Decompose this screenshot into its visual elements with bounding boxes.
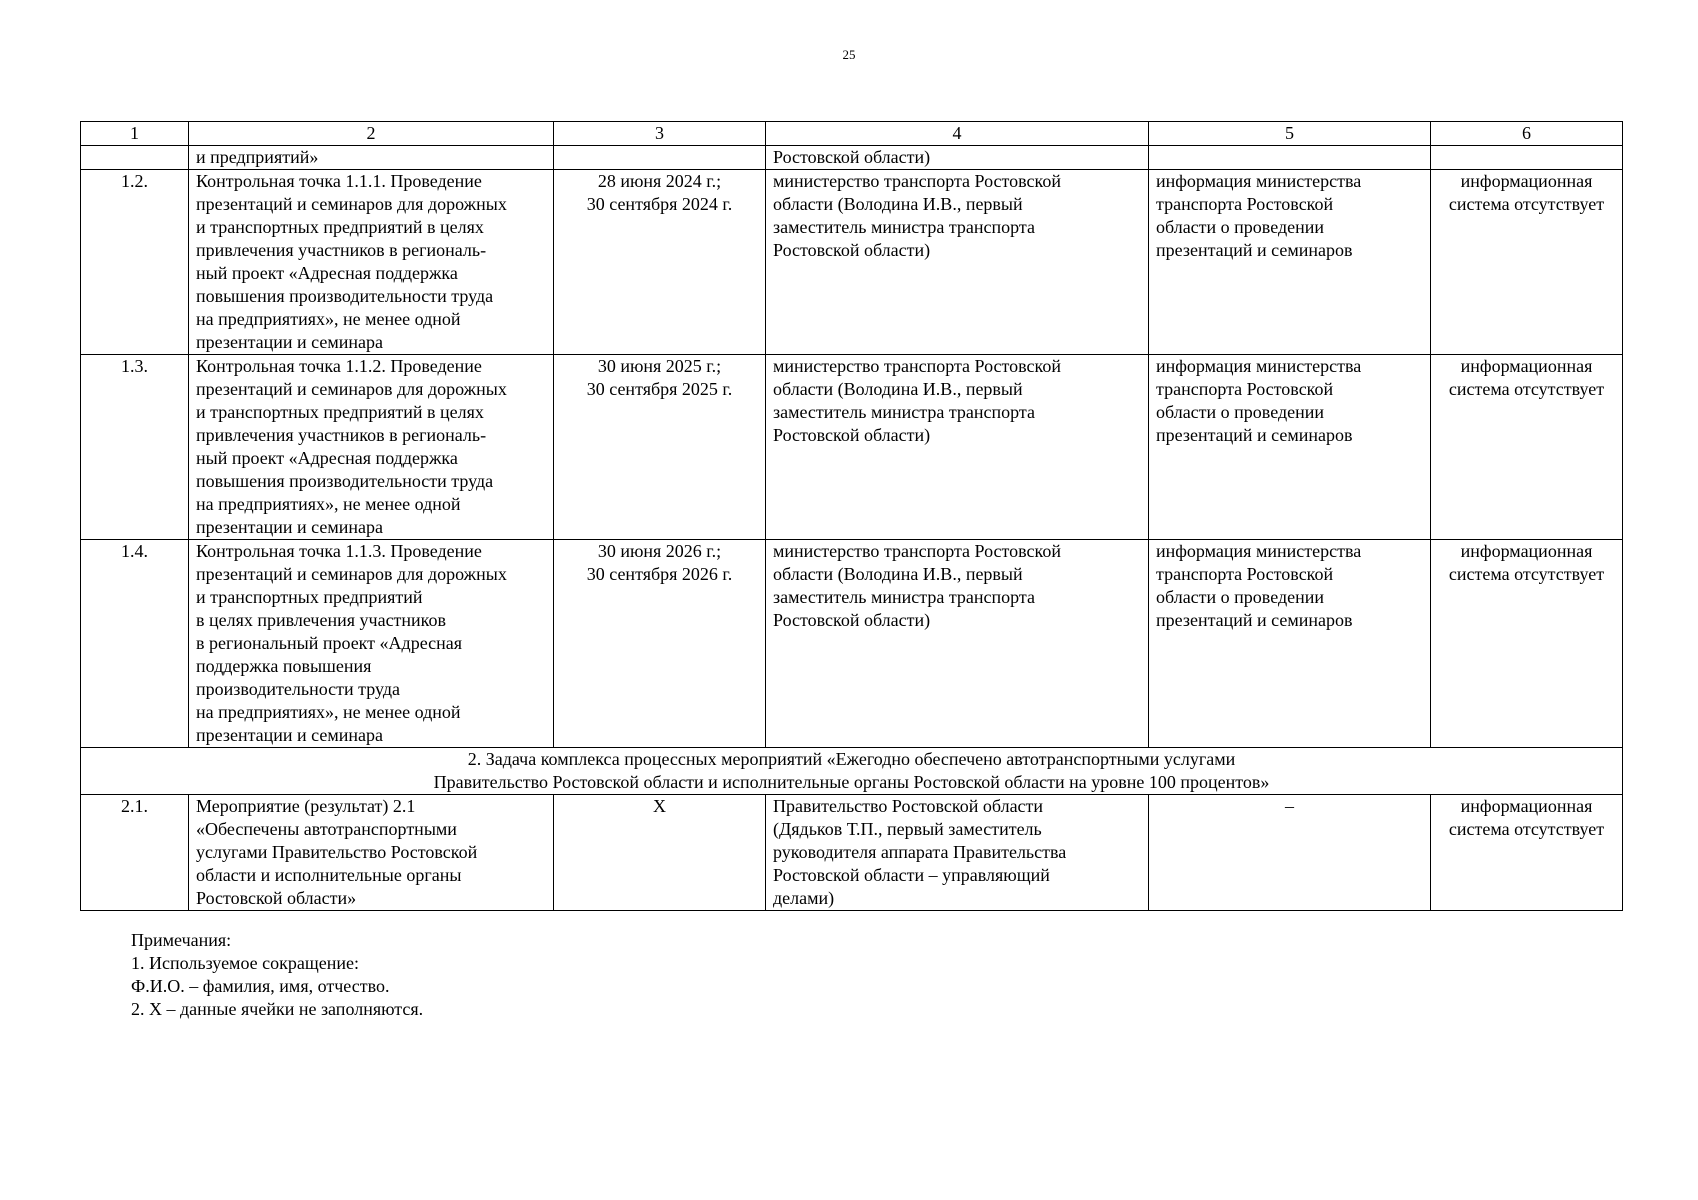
- cell-line: области о проведении: [1156, 402, 1324, 422]
- row-number: 2.1.: [81, 795, 189, 911]
- table-header-row: [81, 122, 1623, 146]
- cell-line: Ростовской области): [773, 240, 931, 260]
- cont-cell-system: [1431, 146, 1623, 170]
- cell-line: информационная: [1460, 796, 1593, 816]
- cell-line: –: [1285, 796, 1294, 816]
- cell-line: заместитель министра транспорта: [773, 217, 1035, 237]
- cell-line: Мероприятие (результат) 2.1: [196, 796, 416, 816]
- row-number: 1.4.: [81, 540, 189, 748]
- column-header-1: 1: [81, 122, 189, 146]
- cell-line: заместитель министра транспорта: [773, 402, 1035, 422]
- cell-line: система отсутствует: [1448, 379, 1605, 399]
- cell-line: руководителя аппарата Правительства: [773, 842, 1067, 862]
- section-title-line: Правительство Ростовской области и исполнительные органы Ростовской области на уровне 100 процентов»: [433, 772, 1270, 792]
- cell-line: «Обеспечены автотранспортными: [196, 819, 457, 839]
- row-dates: [554, 355, 766, 540]
- notes: [131, 929, 423, 1021]
- row-document: [1149, 355, 1431, 540]
- section-title-line: 2. Задача комплекса процессных мероприятий «Ежегодно обеспечено автотранспортными услугами: [467, 749, 1236, 769]
- section-row: [81, 748, 1623, 795]
- cell-line: ный проект «Адресная поддержка: [196, 448, 458, 468]
- row-responsible: [766, 540, 1149, 748]
- row-name: [189, 170, 554, 355]
- cell-line: 30 июня 2025 г.;: [597, 356, 722, 376]
- cell-line: система отсутствует: [1448, 819, 1605, 839]
- cell-line: и транспортных предприятий в целях: [196, 217, 484, 237]
- notes-line-3: 2. Х – данные ячейки не заполняются.: [131, 999, 424, 1019]
- cell-line: привлечения участников в региональ-: [196, 425, 487, 445]
- cell-line: услугами Правительство Ростовской: [196, 842, 478, 862]
- table-row: [81, 355, 1623, 540]
- cell-line: 30 сентября 2025 г.: [586, 379, 733, 399]
- row-document: [1149, 170, 1431, 355]
- row-name: [189, 355, 554, 540]
- cell-line: транспорта Ростовской: [1156, 379, 1334, 399]
- row-responsible: [766, 355, 1149, 540]
- cell-line: 30 сентября 2026 г.: [586, 564, 733, 584]
- row-document: [1149, 795, 1431, 911]
- row-responsible: [766, 170, 1149, 355]
- page-number: 25: [842, 47, 856, 62]
- cell-line: области и исполнительные органы: [196, 865, 462, 885]
- column-header-2: 2: [189, 122, 554, 146]
- cell-line: области (Володина И.В., первый: [773, 379, 1023, 399]
- cell-line: Ростовской области): [773, 610, 931, 630]
- cell-line: и транспортных предприятий: [196, 587, 423, 607]
- cell-line: презентаций и семинаров для дорожных: [196, 194, 507, 214]
- cell-line: информация министерства: [1156, 171, 1362, 191]
- row-document: [1149, 540, 1431, 748]
- events-table: [80, 121, 1623, 911]
- cell-line: министерство транспорта Ростовской: [773, 356, 1062, 376]
- cell-line: транспорта Ростовской: [1156, 194, 1334, 214]
- cell-line: презентаций и семинаров: [1156, 240, 1353, 260]
- cell-line: Контрольная точка 1.1.2. Проведение: [196, 356, 482, 376]
- column-header-4: 4: [766, 122, 1149, 146]
- cont-cell-num: [81, 146, 189, 170]
- cell-line: области (Володина И.В., первый: [773, 564, 1023, 584]
- row-system: [1431, 540, 1623, 748]
- cont-cell-responsible: Ростовской области): [766, 146, 1149, 170]
- row-system: [1431, 170, 1623, 355]
- cell-line: Контрольная точка 1.1.3. Проведение: [196, 541, 482, 561]
- cell-line: области о проведении: [1156, 587, 1324, 607]
- cell-line: информационная: [1460, 171, 1593, 191]
- cell-line: министерство транспорта Ростовской: [773, 541, 1062, 561]
- notes-line-2: Ф.И.О. – фамилия, имя, отчество.: [131, 976, 390, 996]
- cell-line: Х: [653, 796, 666, 816]
- cell-line: презентации и семинара: [196, 725, 384, 745]
- cell-line: презентаций и семинаров для дорожных: [196, 564, 507, 584]
- cont-cell-document: [1149, 146, 1431, 170]
- cell-line: ный проект «Адресная поддержка: [196, 263, 458, 283]
- row-name: [189, 540, 554, 748]
- notes-line-1: 1. Используемое сокращение:: [131, 953, 359, 973]
- row-number: 1.3.: [81, 355, 189, 540]
- notes-title: Примечания:: [131, 930, 232, 950]
- cell-line: информация министерства: [1156, 356, 1362, 376]
- cell-line: производительности труда: [196, 679, 401, 699]
- table-row: [81, 795, 1623, 911]
- row-responsible: [766, 795, 1149, 911]
- cell-line: министерство транспорта Ростовской: [773, 171, 1062, 191]
- section-title: [81, 748, 1623, 795]
- cell-line: презентации и семинара: [196, 517, 384, 537]
- cell-line: презентации и семинара: [196, 332, 384, 352]
- cont-cell-name: и предприятий»: [189, 146, 554, 170]
- cell-line: привлечения участников в региональ-: [196, 240, 487, 260]
- cell-line: система отсутствует: [1448, 564, 1605, 584]
- cell-line: Ростовской области»: [196, 888, 357, 908]
- cell-line: области о проведении: [1156, 217, 1324, 237]
- cell-line: 30 сентября 2024 г.: [586, 194, 733, 214]
- cell-line: на предприятиях», не менее одной: [196, 309, 461, 329]
- cell-line: Ростовской области – управляющий: [773, 865, 1050, 885]
- row-system: [1431, 355, 1623, 540]
- cell-line: 28 июня 2024 г.;: [597, 171, 722, 191]
- cell-line: презентаций и семинаров: [1156, 610, 1353, 630]
- cell-line: в целях привлечения участников: [196, 610, 447, 630]
- continuation-row: [81, 146, 1623, 170]
- cell-line: информационная: [1460, 356, 1593, 376]
- cell-line: повышения производительности труда: [196, 471, 494, 491]
- cell-line: информация министерства: [1156, 541, 1362, 561]
- row-name: [189, 795, 554, 911]
- column-header-6: 6: [1431, 122, 1623, 146]
- cell-line: Контрольная точка 1.1.1. Проведение: [196, 171, 482, 191]
- cell-line: транспорта Ростовской: [1156, 564, 1334, 584]
- column-header-3: 3: [554, 122, 766, 146]
- cell-line: презентаций и семинаров для дорожных: [196, 379, 507, 399]
- row-dates: [554, 795, 766, 911]
- cell-line: Правительство Ростовской области: [773, 796, 1044, 816]
- cont-cell-dates: [554, 146, 766, 170]
- column-header-5: 5: [1149, 122, 1431, 146]
- cell-line: 30 июня 2026 г.;: [597, 541, 722, 561]
- cell-line: Ростовской области): [773, 425, 931, 445]
- cell-line: на предприятиях», не менее одной: [196, 494, 461, 514]
- cell-line: заместитель министра транспорта: [773, 587, 1035, 607]
- row-number: 1.2.: [81, 170, 189, 355]
- table-row: [81, 170, 1623, 355]
- table-row: [81, 540, 1623, 748]
- cell-line: делами): [773, 888, 835, 908]
- row-dates: [554, 540, 766, 748]
- cell-line: области (Володина И.В., первый: [773, 194, 1023, 214]
- cell-line: (Дядьков Т.П., первый заместитель: [773, 819, 1042, 839]
- cell-line: в региональный проект «Адресная: [196, 633, 463, 653]
- cell-line: поддержка повышения: [196, 656, 372, 676]
- row-system: [1431, 795, 1623, 911]
- row-dates: [554, 170, 766, 355]
- cell-line: презентаций и семинаров: [1156, 425, 1353, 445]
- cell-line: информационная: [1460, 541, 1593, 561]
- table-body: [81, 122, 1623, 911]
- cell-line: повышения производительности труда: [196, 286, 494, 306]
- cell-line: на предприятиях», не менее одной: [196, 702, 461, 722]
- cell-line: и транспортных предприятий в целях: [196, 402, 484, 422]
- cell-line: система отсутствует: [1448, 194, 1605, 214]
